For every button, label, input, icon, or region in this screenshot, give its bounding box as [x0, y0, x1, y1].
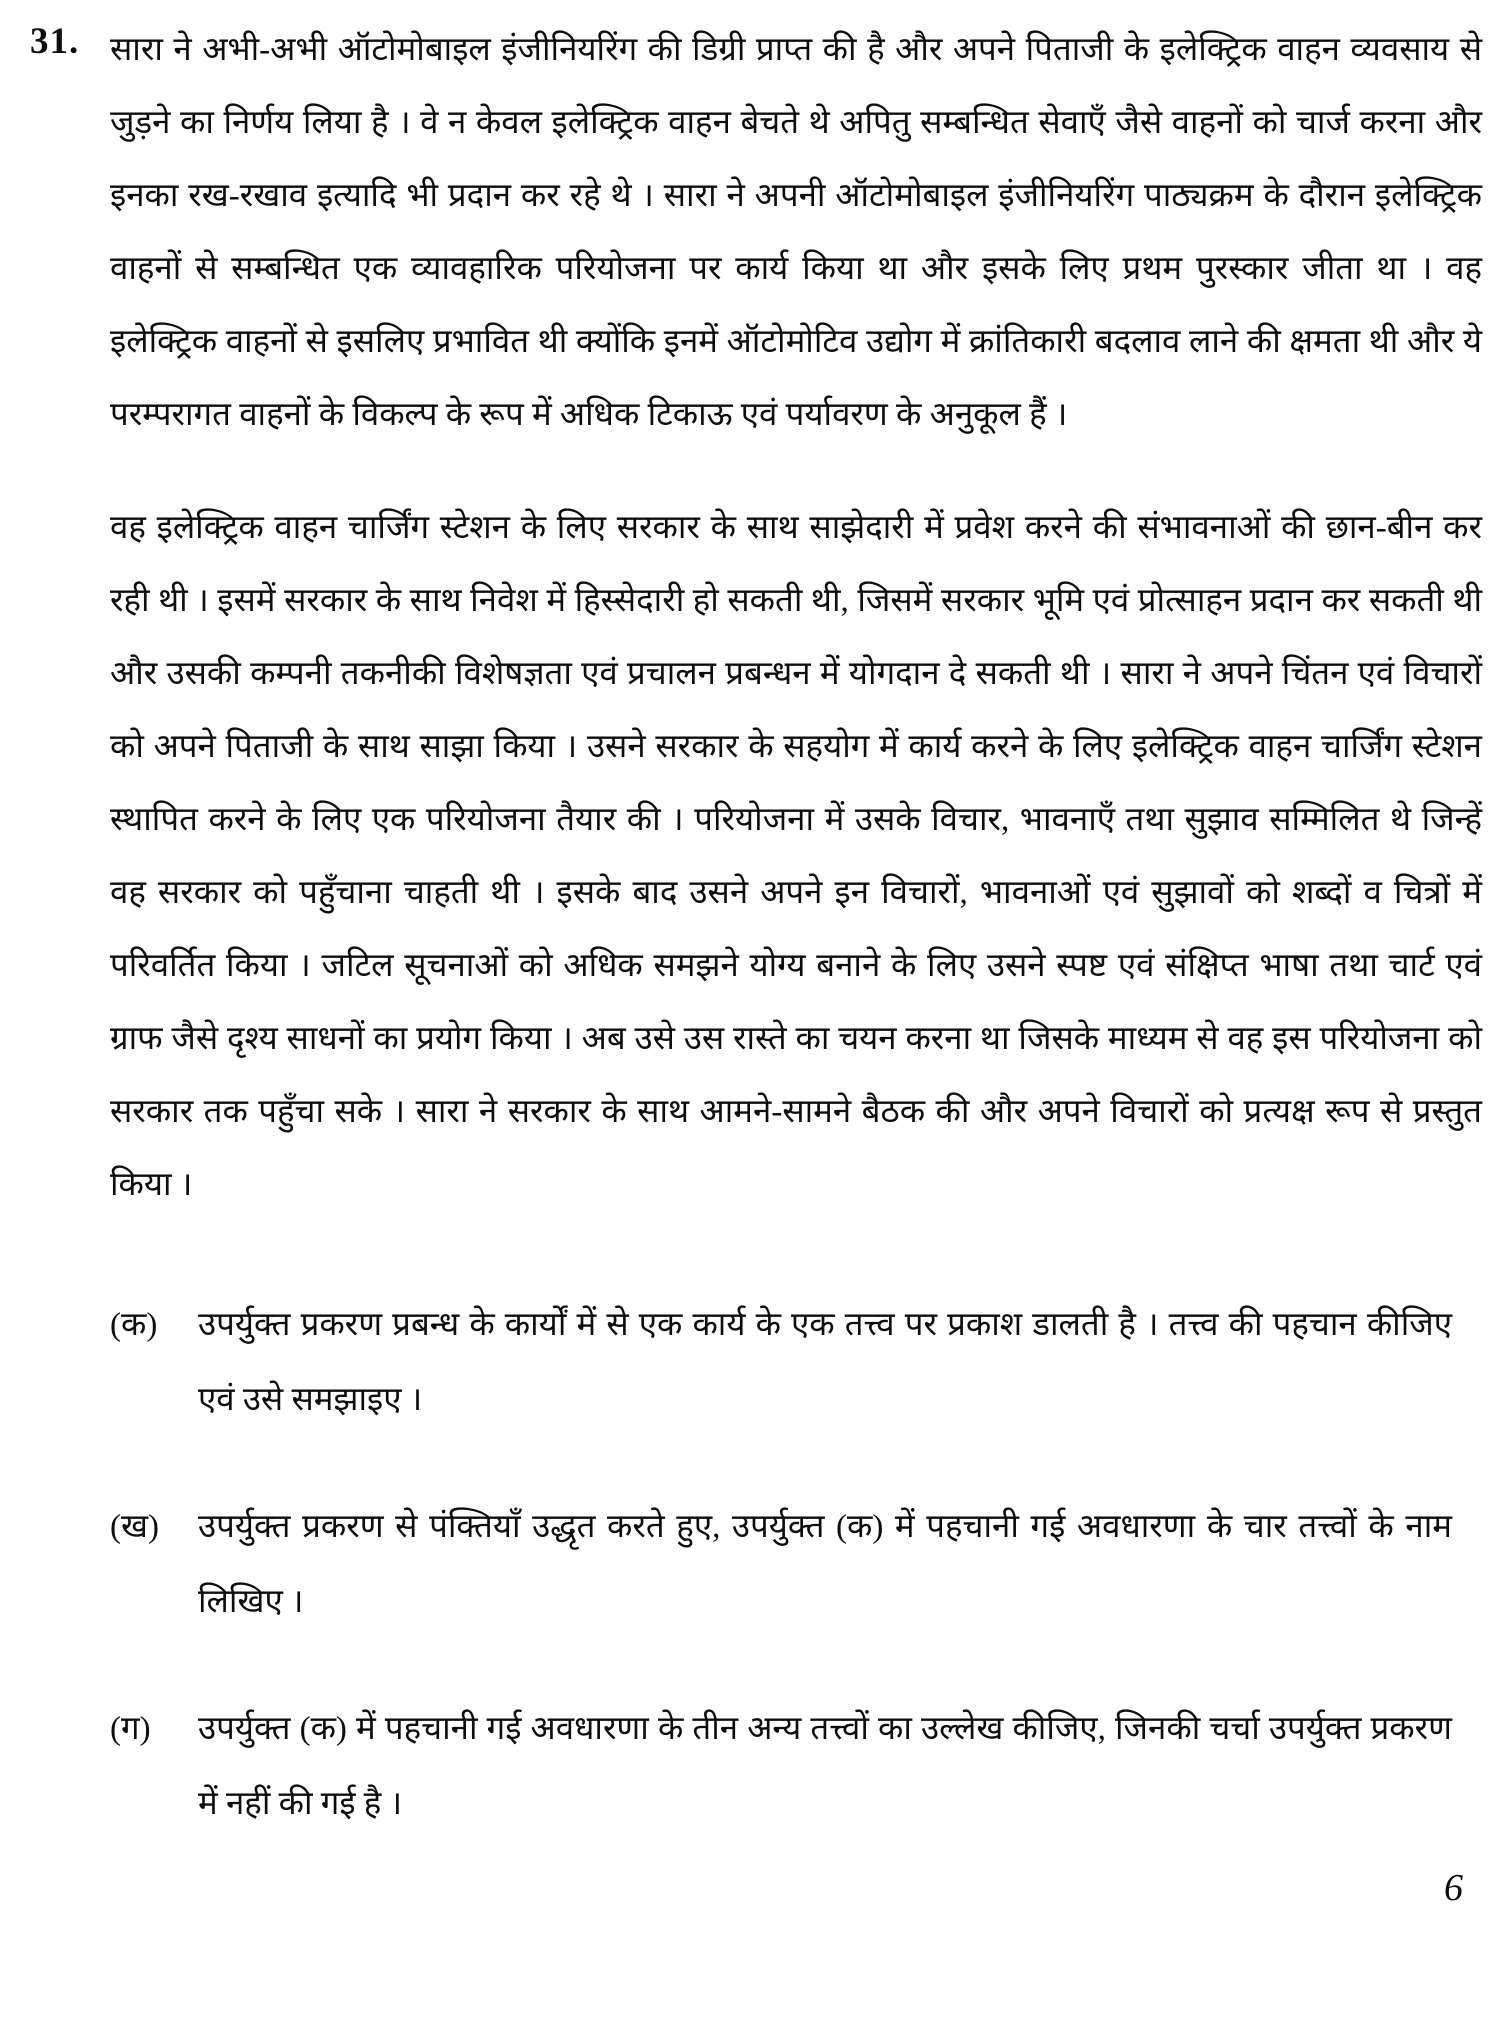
question-number: 31.	[30, 21, 80, 62]
sub-question-ga	[110, 1692, 1482, 1842]
case-study-paragraph-2: वह इलेक्ट्रिक वाहन चार्जिंग स्टेशन के लिए सरकार के साथ साझेदारी में प्रवेश करने की संभावनाओं की छान-बीन कर रही थी । इसमें सरकार के साथ निवेश में हिस्सेदारी हो सकती थी, जिसमें सरकार भूमि एवं प्रोत्साहन प्रदान कर सकती थी और उसकी कम्पनी तकनीकी विशेषज्ञता एवं प्रचालन प्रबन्धन में योगदान दे सकती थी । सारा ने अपने चिंतन एवं विचारों को अपने पिताजी के साथ साझा किया । उसने सरकार के सहयोग में कार्य करने के लिए इलेक्ट्रिक वाहन चार्जिंग स्टेशन स्थापित करने के लिए एक परियोजना तैयार की । परियोजना में उसके विचार, भावनाएँ तथा सुझाव सम्मिलित थे जिन्हें वह सरकार को पहुँचाना चाहती थी । इसके बाद उसने अपने इन विचारों, भावनाओं एवं सुझावों को शब्दों व चित्रों में परिवर्तित किया । जटिल सूचनाओं को अधिक समझने योग्य बनाने के लिए उसने स्पष्ट एवं संक्षिप्त भाषा तथा चार्ट एवं ग्राफ जैसे दृश्य साधनों का प्रयोग किया । अब उसे उस रास्ते का चयन करना था जिसके माध्यम से वह इस परियोजना को सरकार तक पहुँचा सके । सारा ने सरकार के साथ आमने-सामने बैठक की और अपने विचारों को प्रत्यक्ष रूप से प्रस्तुत किया ।	[110, 510, 1482, 1203]
sub-question-ga-label: (ग)	[110, 1711, 151, 1747]
sub-question-ka-label: (क)	[110, 1307, 158, 1343]
sub-question-kha-text: उपर्युक्त प्रकरण से पंक्तियाँ उद्धृत करते हुए, उपर्युक्त (क) में पहचानी गई अवधारणा के चार तत्त्वों के नाम लिखिए ।	[198, 1509, 1452, 1620]
sub-question-kha	[110, 1490, 1482, 1640]
sub-question-kha-label: (ख)	[110, 1509, 159, 1545]
question-body	[110, 14, 1482, 1894]
sub-question-ka	[110, 1288, 1482, 1438]
case-study-paragraph-1: सारा ने अभी-अभी ऑटोमोबाइल इंजीनियरिंग की डिग्री प्राप्त की है और अपने पिताजी के इलेक्ट्रिक वाहन व्यवसाय से जुड़ने का निर्णय लिया है । वे न केवल इलेक्ट्रिक वाहन बेचते थे अपितु सम्बन्धित सेवाएँ जैसे वाहनों को चार्ज करना और इनका रख-रखाव इत्यादि भी प्रदान कर रहे थे । सारा ने अपनी ऑटोमोबाइल इंजीनियरिंग पाठ्यक्रम के दौरान इलेक्ट्रिक वाहनों से सम्बन्धित एक व्यावहारिक परियोजना पर कार्य किया था और इसके लिए प्रथम पुरस्कार जीता था । वह इलेक्ट्रिक वाहनों से इसलिए प्रभावित थी क्योंकि इनमें ऑटोमोटिव उद्योग में क्रांतिकारी बदलाव लाने की क्षमता थी और ये परम्परागत वाहनों के विकल्प के रूप में अधिक टिकाऊ एवं पर्यावरण के अनुकूल हैं ।	[110, 32, 1482, 433]
page-number: 6	[1444, 1867, 1463, 1909]
sub-question-ka-text: उपर्युक्त प्रकरण प्रबन्ध के कार्यों में से एक कार्य के एक तत्त्व पर प्रकाश डालती है । तत्त्व की पहचान कीजिए एवं उसे समझाइए ।	[198, 1307, 1452, 1418]
sub-question-ga-text: उपर्युक्त (क) में पहचानी गई अवधारणा के तीन अन्य तत्त्वों का उल्लेख कीजिए, जिनकी चर्चा उपर्युक्त प्रकरण में नहीं की गई है ।	[198, 1711, 1452, 1822]
